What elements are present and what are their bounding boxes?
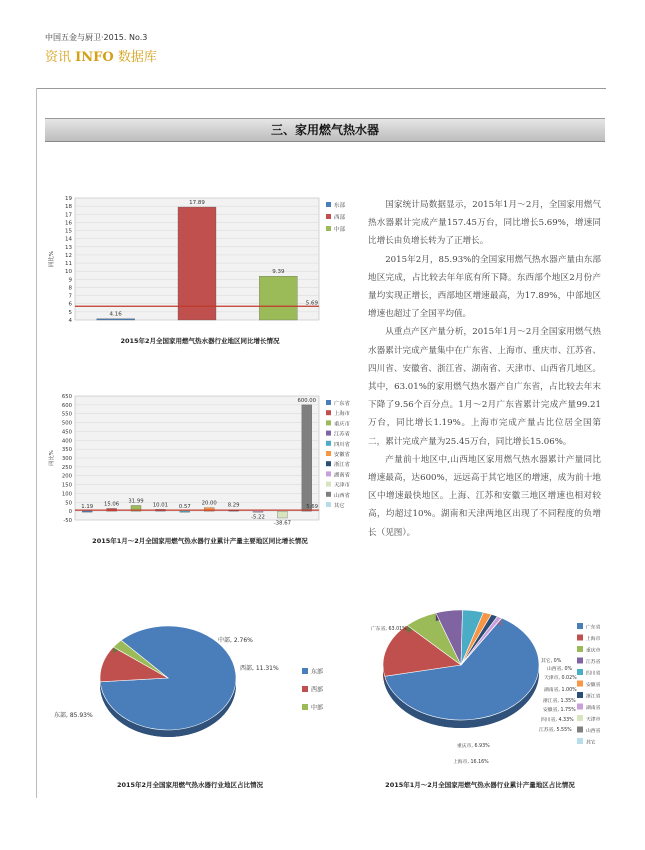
data-label: 8.29 <box>227 502 240 509</box>
legend-item: 山西省 <box>334 492 350 499</box>
y-tick-label: 5 <box>68 309 72 316</box>
slice-label: 重庆市, 6.93% <box>457 744 490 749</box>
page-margin-line <box>36 88 37 798</box>
legend-swatch <box>577 692 583 698</box>
slice-label: 广东省, 63.01% <box>371 627 407 632</box>
y-tick-label: 350 <box>61 447 72 454</box>
y-tick-label: 50 <box>65 500 72 507</box>
chart-region-growth-feb <box>45 186 355 326</box>
legend-item: 中部 <box>334 227 346 233</box>
legend-item: 浙江省 <box>586 694 601 700</box>
section-en: INFO <box>75 50 114 65</box>
legend-swatch <box>326 492 331 497</box>
y-tick-label: 400 <box>61 438 72 445</box>
slice-label: 安徽省, 1.75% <box>543 708 576 713</box>
y-tick-label: 11 <box>65 261 72 268</box>
slice-label: 中部, 2.76% <box>218 637 253 644</box>
y-tick-label: 7 <box>68 293 72 300</box>
section-banner <box>45 118 605 142</box>
y-tick-label: 100 <box>61 491 72 498</box>
legend-item: 西部 <box>334 215 346 221</box>
legend-swatch <box>577 623 583 629</box>
legend-swatch <box>302 704 308 710</box>
y-tick-label: 14 <box>65 236 72 243</box>
legend-item: 安徽省 <box>586 683 601 688</box>
legend-swatch <box>577 635 583 641</box>
legend-swatch <box>302 686 308 692</box>
article-body <box>368 196 601 542</box>
legend-item: 四川省 <box>586 671 601 677</box>
article-paragraph: 国家统计局数据显示，2015年1月～2月，全国家用燃气热水器累计完成产量157.45万台，同比增长5.69%，增速同比增长由负增长转为了正增长。 <box>368 200 601 247</box>
data-label: 20.00 <box>201 500 217 507</box>
legend-item: 天津市 <box>586 717 601 723</box>
bar-湖南省 <box>253 511 263 512</box>
data-label: -5.22 <box>251 514 265 521</box>
chart-caption: 2015年1月～2月全国家用燃气热水器行业累计产量地区占比情况 <box>385 781 575 789</box>
legend-swatch <box>326 502 331 507</box>
slice-label: 东部, 85.93% <box>54 712 93 719</box>
slice-label: 西部, 11.31% <box>240 665 279 672</box>
y-tick-label: 12 <box>65 252 72 259</box>
y-tick-label: 250 <box>61 464 72 471</box>
article-paragraph: 从重点产区产量分析，2015年1月～2月全国家用燃气热水器累计完成产量集中在广东省、上海市、重庆市、江苏省、四川省、安徽省、浙江省、湖南省、天津市、山西省几地区。其中，63.01%的家用燃气热水器产自广东省，占比较去年末下降了9.56个百分点。1月～2月广东省累计完成产量99.21万台，同比增长1.19%。上海市完成产量占比位居全国第二，累计完成产量为25.45万台，同比增长15.06%。 <box>368 327 601 447</box>
legend-swatch <box>302 668 308 674</box>
y-tick-label: 150 <box>61 482 72 489</box>
y-axis-label: 同比% <box>49 250 55 268</box>
bar-东部 <box>97 319 135 320</box>
legend-swatch <box>577 658 583 664</box>
legend-swatch <box>326 451 331 456</box>
chart-caption: 2015年2月全国家用燃气热水器行业地区占比情况 <box>116 781 264 789</box>
journal-title: 中国五金与厨卫·2015. No.3 <box>45 33 148 42</box>
legend-swatch <box>577 727 583 733</box>
legend-swatch <box>577 646 583 652</box>
y-tick-label: 10 <box>65 269 72 276</box>
legend-item: 浙江省 <box>334 462 350 469</box>
y-tick-label: -50 <box>63 518 72 524</box>
slice-label: 其它, 0% <box>541 659 562 664</box>
legend-item: 四川省 <box>334 441 350 448</box>
pie-province-share <box>355 605 605 770</box>
legend-swatch <box>326 400 331 405</box>
article-paragraph: 产量前十地区中,山西地区家用燃气热水器累计产量同比增速最高，达600%，远远高于其它地区的增速，成为前十地区中增速最快地区。上海、江苏和安徽三地区增速也相对较高，均超过10%。湖南和天津两地区出现了不同程度的负增长（见图）。 <box>368 454 601 538</box>
legend-item: 广东省 <box>586 625 601 631</box>
y-tick-label: 19 <box>65 196 72 202</box>
y-tick-label: 9 <box>68 277 72 284</box>
y-tick-label: 300 <box>61 456 72 462</box>
legend-item: 湖南省 <box>334 472 350 479</box>
y-tick-label: 550 <box>61 411 72 418</box>
slice-label: 天津市, 0.02% <box>544 676 577 681</box>
y-tick-label: 13 <box>65 244 72 251</box>
y-tick-label: 4 <box>68 318 72 324</box>
legend-item: 天津市 <box>334 482 350 489</box>
chart-caption: 2015年1月～2月全国家用燃气热水器行业累计产量主要地区同比增长情况 <box>92 537 308 545</box>
legend-swatch <box>577 715 583 721</box>
legend-item: 上海市 <box>334 411 350 418</box>
y-tick-label: 15 <box>65 228 72 235</box>
article-paragraph: 2015年2月，85.93%的全国家用燃气热水器产量由东部地区完成，占比较去年年底有所下降。东西部个地区2月份产量均实现正增长，西部地区增速最高，为17.89%，中部地区增速也超过了全国平均值。 <box>368 254 601 320</box>
legend-swatch <box>326 202 331 207</box>
legend-item: 上海市 <box>586 637 601 642</box>
legend-item: 东部 <box>311 668 324 676</box>
legend-swatch <box>577 738 583 744</box>
legend-item: 其它 <box>334 503 345 509</box>
data-label: 31.99 <box>128 498 144 505</box>
chart-province-growth <box>45 392 355 527</box>
legend-swatch <box>326 461 331 466</box>
legend-item: 安徽省 <box>334 452 350 458</box>
data-label: 10.01 <box>152 502 168 509</box>
data-label: 1.19 <box>81 503 94 510</box>
legend-swatch <box>577 704 583 710</box>
data-label: 600.00 <box>297 397 317 404</box>
slice-label: 四川省, 4.33% <box>541 718 574 723</box>
data-label: 0.57 <box>178 504 191 511</box>
y-tick-label: 16 <box>65 220 72 227</box>
legend-item: 其它 <box>586 740 596 746</box>
legend-swatch <box>326 471 331 476</box>
y-tick-label: 450 <box>61 429 72 436</box>
legend-item: 江苏省 <box>334 431 350 438</box>
y-tick-label: 18 <box>65 204 72 211</box>
legend-swatch <box>326 431 331 436</box>
bar-中部 <box>259 276 297 320</box>
y-tick-label: 600 <box>61 402 72 409</box>
bar-四川省 <box>180 511 190 512</box>
legend-swatch <box>326 482 331 487</box>
section-header <box>45 46 157 65</box>
data-label: 17.89 <box>189 200 205 207</box>
y-tick-label: 8 <box>68 285 72 292</box>
legend-swatch <box>326 410 331 415</box>
data-label: 15.06 <box>104 501 120 508</box>
legend-item: 重庆市 <box>334 421 350 428</box>
data-label: 9.39 <box>272 269 285 276</box>
slice-label: 山西省, 0% <box>547 667 573 672</box>
data-label: -38.67 <box>273 520 291 527</box>
bar-西部 <box>178 207 216 320</box>
legend-item: 江苏省 <box>586 660 601 665</box>
pie-region-share-feb <box>40 610 340 770</box>
y-tick-label: 650 <box>61 394 72 400</box>
y-tick-label: 17 <box>65 212 72 219</box>
legend-item: 广东省 <box>334 401 350 407</box>
legend-swatch <box>326 214 331 219</box>
legend-swatch <box>577 681 583 687</box>
banner-title: 三、家用燃气热水器 <box>270 123 379 137</box>
bar-广东省 <box>82 511 92 512</box>
bar-天津市 <box>277 511 287 518</box>
legend-item: 中部 <box>311 704 324 712</box>
legend-swatch <box>326 441 331 446</box>
reference-label: 5.69 <box>305 300 318 307</box>
legend-item: 重庆市 <box>586 648 601 654</box>
slice-label: 上海市, 16.16% <box>453 760 489 765</box>
legend-item: 山西省 <box>586 729 601 734</box>
slice-label: 江苏省, 5.55% <box>539 728 572 733</box>
slice-label: 湖南省, 1.00% <box>544 688 577 693</box>
legend-item: 东部 <box>334 203 346 209</box>
reference-label: 5.69 <box>306 504 318 511</box>
bar-山西省 <box>302 405 312 511</box>
chart-caption: 2015年2月全国家用燃气热水器行业地区同比增长情况 <box>120 337 280 345</box>
legend-swatch <box>577 669 583 675</box>
y-tick-label: 200 <box>61 473 72 480</box>
data-label: 4.16 <box>109 311 122 318</box>
slice-label: 浙江省, 1.35% <box>543 699 576 704</box>
y-tick-label: 500 <box>61 420 72 427</box>
legend-swatch <box>326 420 331 425</box>
y-tick-label: 6 <box>68 301 72 308</box>
header-divider <box>36 88 606 89</box>
y-axis-label: 同比% <box>49 450 55 466</box>
legend-swatch <box>326 226 331 231</box>
section-sub: 数据库 <box>117 50 157 65</box>
y-tick-label: 0 <box>68 509 72 516</box>
section-cn: 资讯 <box>45 50 72 65</box>
legend-item: 西部 <box>311 686 324 694</box>
legend-item: 湖南省 <box>586 706 601 711</box>
